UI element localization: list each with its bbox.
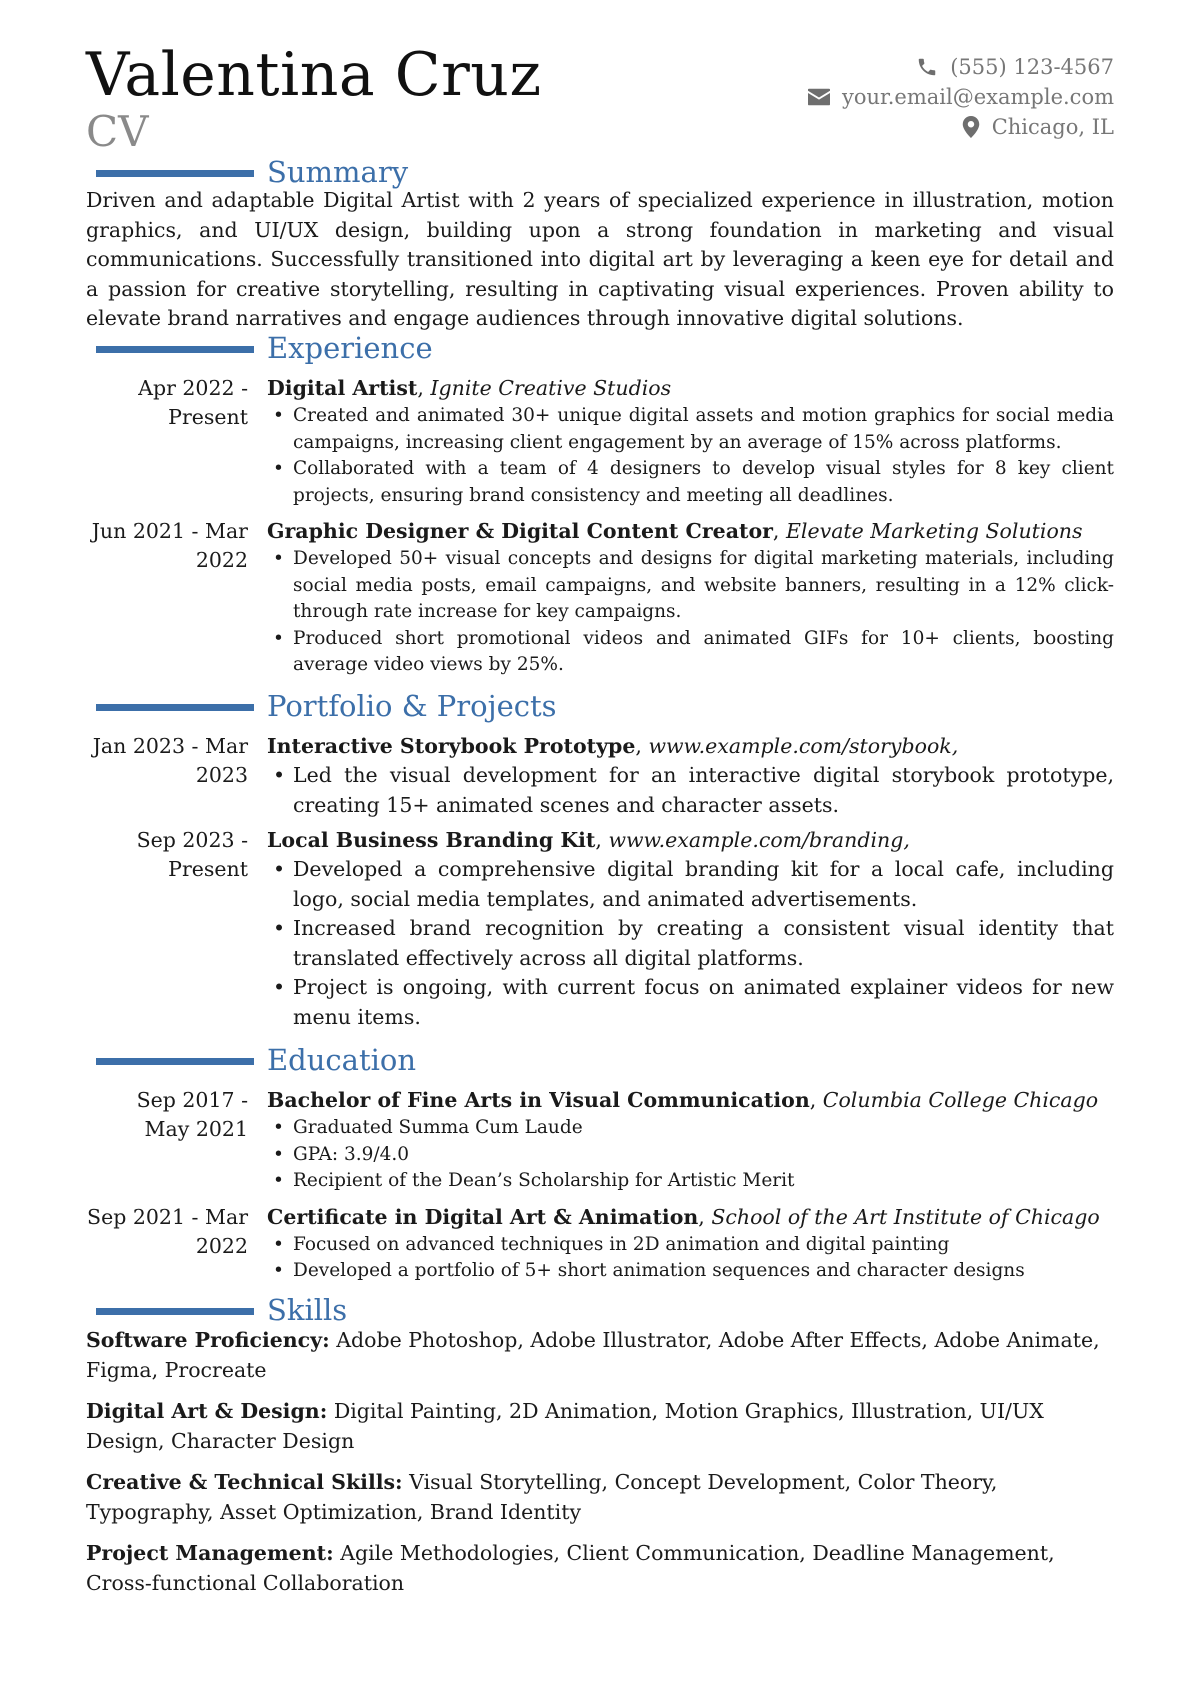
bullet-item: • Created and animated 30+ unique digital assets and motion graphics for social media campaigns, increasing client engagement by an average of 15% across platforms. bbox=[267, 403, 1114, 456]
section-accent-bar bbox=[96, 170, 254, 177]
experience-section bbox=[86, 328, 1114, 679]
contact-location bbox=[808, 112, 1114, 142]
entry-heading: Certificate in Digital Art & Animation, School of the Art Institute of Chicago bbox=[267, 1204, 1100, 1229]
skill-group bbox=[86, 1397, 1114, 1456]
document-title: CV bbox=[86, 107, 149, 156]
bullet-item: • Project is ongoing, with current focus on animated explainer videos for new menu items. bbox=[267, 973, 1114, 1032]
skill-group-text: Agile Methodologies, Client Communication, Deadline Management, Cross-functional Collaboration bbox=[86, 1541, 1055, 1595]
entry-bullets bbox=[267, 855, 1114, 1032]
bullet-item: • Developed a comprehensive digital branding kit for a local cafe, including logo, social media templates, and animated advertisements. bbox=[267, 855, 1114, 914]
skill-group bbox=[86, 1326, 1114, 1385]
contact-block bbox=[808, 52, 1114, 142]
experience-entry bbox=[86, 517, 1114, 679]
skill-group-label: Project Management: bbox=[86, 1541, 334, 1565]
entry-bullets bbox=[267, 546, 1114, 679]
bullet-item: • GPA: 3.9/4.0 bbox=[267, 1142, 1114, 1169]
project-link[interactable]: www.example.com/storybook, bbox=[648, 734, 959, 758]
bullet-item: • Developed 50+ visual concepts and designs for digital marketing materials, including social media posts, email campaigns, and website banners, resulting in a 12% click-through rate increase for key campaigns. bbox=[267, 546, 1114, 626]
entry-institution: Columbia College Chicago bbox=[822, 1088, 1099, 1112]
entry-organization: Elevate Marketing Solutions bbox=[785, 519, 1083, 543]
experience-entry bbox=[86, 374, 1114, 509]
entry-heading: Bachelor of Fine Arts in Visual Communication, Columbia College Chicago bbox=[267, 1088, 1099, 1112]
entry-bullets bbox=[267, 761, 1114, 820]
summary-text: Driven and adaptable Digital Artist with 2 years of specialized experience in illustration, motion graphics, and UI/UX design, building upon a strong foundation in marketing and visual communications. Successfully transitioned into digital art by leveraging a keen eye for detail and a passion for creative storytelling, resulting in captivating visual experiences. Proven ability to elevate brand narratives and engage audiences through innovative digital solutions. bbox=[86, 188, 1114, 330]
summary-section bbox=[86, 152, 1114, 334]
section-title: Summary bbox=[267, 155, 409, 189]
map-pin-icon bbox=[962, 116, 980, 138]
person-name: Valentina Cruz bbox=[86, 40, 542, 110]
entry-heading: Local Business Branding Kit, www.example.com/branding, bbox=[267, 828, 910, 852]
section-title: Experience bbox=[267, 331, 433, 365]
entry-role: Interactive Storybook Prototype bbox=[267, 734, 636, 758]
entry-role: Local Business Branding Kit bbox=[267, 828, 596, 852]
entry-bullets bbox=[267, 1232, 1114, 1285]
bullet-item: • Recipient of the Dean’s Scholarship for Artistic Merit bbox=[267, 1168, 1114, 1195]
section-header bbox=[86, 152, 1114, 192]
phone-icon bbox=[916, 56, 938, 78]
entry-bullets bbox=[267, 1115, 1114, 1195]
entry-date: Sep 2017 - May 2021 bbox=[136, 1088, 248, 1141]
section-header bbox=[86, 686, 1114, 726]
section-header bbox=[86, 1040, 1114, 1080]
entry-role: Graphic Designer & Digital Content Creator bbox=[267, 519, 773, 543]
bullet-item: • Produced short promotional videos and animated GIFs for 10+ clients, boosting average video views by 25%. bbox=[267, 626, 1114, 679]
entry-heading: Interactive Storybook Prototype, www.example.com/storybook, bbox=[267, 734, 959, 758]
contact-email[interactable] bbox=[808, 82, 1114, 112]
entry-degree: Certificate in Digital Art & Animation bbox=[267, 1204, 699, 1229]
envelope-icon bbox=[808, 88, 830, 106]
email-text: your.email@example.com bbox=[841, 85, 1114, 109]
entry-institution: School of the Art Institute of Chicago bbox=[711, 1204, 1100, 1229]
bullet-item: • Led the visual development for an interactive digital storybook prototype, creating 15+ animated scenes and character assets. bbox=[267, 761, 1114, 820]
project-link[interactable]: www.example.com/branding, bbox=[608, 828, 910, 852]
bullet-item: • Developed a portfolio of 5+ short animation sequences and character designs bbox=[267, 1258, 1114, 1285]
skill-group-label: Digital Art & Design: bbox=[86, 1399, 328, 1423]
project-entry bbox=[86, 732, 1114, 820]
project-entry bbox=[86, 826, 1114, 1032]
skill-group bbox=[86, 1539, 1114, 1598]
entry-role: Digital Artist bbox=[267, 376, 418, 400]
section-title: Education bbox=[267, 1043, 417, 1077]
entry-bullets bbox=[267, 403, 1114, 509]
education-entry bbox=[86, 1086, 1114, 1195]
section-accent-bar bbox=[96, 1058, 254, 1065]
section-header bbox=[86, 328, 1114, 368]
contact-phone[interactable] bbox=[808, 52, 1114, 82]
entry-date: Sep 2021 - Mar 2022 bbox=[87, 1204, 248, 1258]
bullet-item: • Graduated Summa Cum Laude bbox=[267, 1115, 1114, 1142]
entry-date: Jun 2021 - Mar 2022 bbox=[91, 519, 248, 572]
projects-section bbox=[86, 686, 1114, 1032]
section-accent-bar bbox=[96, 704, 254, 711]
section-header bbox=[86, 1290, 1114, 1330]
skill-group bbox=[86, 1468, 1114, 1527]
education-entry bbox=[86, 1203, 1114, 1285]
entry-date: Apr 2022 - Present bbox=[138, 376, 248, 429]
entry-degree: Bachelor of Fine Arts in Visual Communication bbox=[267, 1088, 810, 1112]
skills-section bbox=[86, 1290, 1114, 1610]
section-accent-bar bbox=[96, 346, 254, 353]
section-title: Portfolio & Projects bbox=[267, 689, 557, 723]
entry-date: Sep 2023 - Present bbox=[136, 828, 248, 881]
bullet-item: • Focused on advanced techniques in 2D animation and digital painting bbox=[267, 1232, 1114, 1259]
bullet-item: • Collaborated with a team of 4 designers to develop visual styles for 8 key client projects, ensuring brand consistency and meeting all deadlines. bbox=[267, 456, 1114, 509]
skill-group-label: Creative & Technical Skills: bbox=[86, 1470, 403, 1494]
skill-group-text: Adobe Photoshop, Adobe Illustrator, Adobe After Effects, Adobe Animate, Figma, Procreate bbox=[86, 1328, 1100, 1382]
section-title: Skills bbox=[267, 1293, 348, 1327]
phone-text: (555) 123-4567 bbox=[950, 55, 1114, 79]
skill-group-text: Digital Painting, 2D Animation, Motion Graphics, Illustration, UI/UX Design, Character Design bbox=[86, 1399, 1044, 1453]
entry-heading: Digital Artist, Ignite Creative Studios bbox=[267, 376, 672, 400]
entry-date: Jan 2023 - Mar 2023 bbox=[92, 734, 248, 787]
entry-organization: Ignite Creative Studios bbox=[430, 376, 672, 400]
education-section bbox=[86, 1040, 1114, 1285]
location-text: Chicago, IL bbox=[991, 115, 1114, 139]
entry-heading: Graphic Designer & Digital Content Creator, Elevate Marketing Solutions bbox=[267, 519, 1083, 543]
bullet-item: • Increased brand recognition by creating a consistent visual identity that translated effectively across all digital platforms. bbox=[267, 914, 1114, 973]
section-accent-bar bbox=[96, 1308, 254, 1315]
skill-group-label: Software Proficiency: bbox=[86, 1328, 330, 1352]
skill-group-text: Visual Storytelling, Concept Development, Color Theory, Typography, Asset Optimization, Brand Identity bbox=[86, 1470, 998, 1524]
